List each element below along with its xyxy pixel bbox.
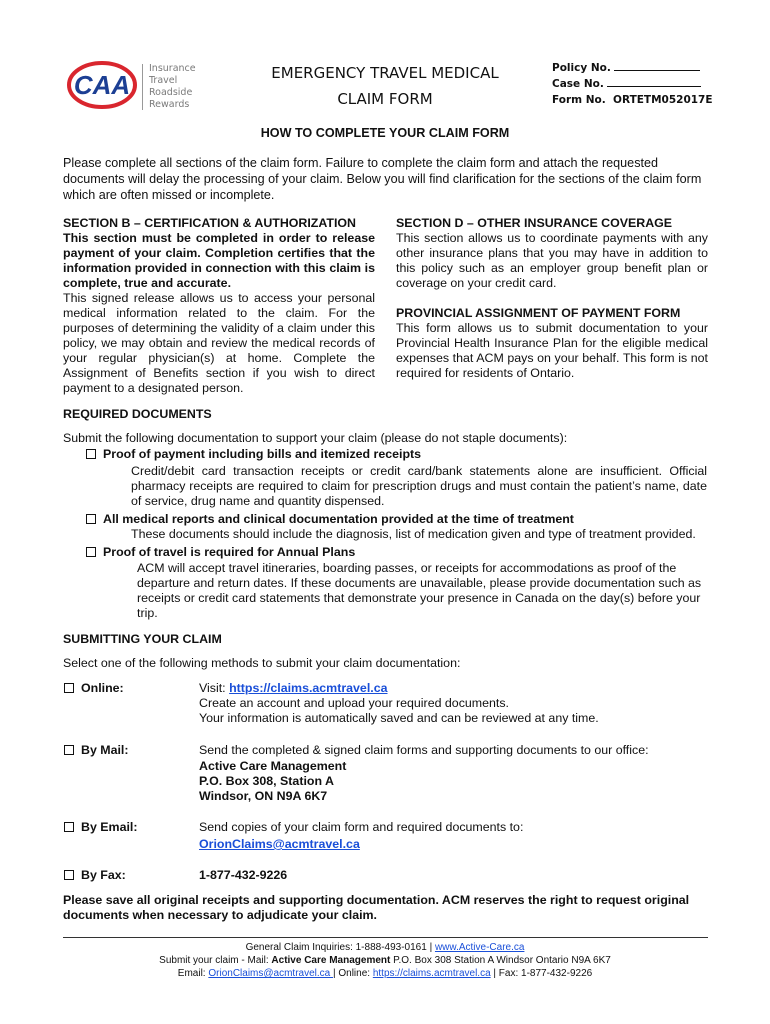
mail-option[interactable]: By Mail: [64,743,129,758]
policy-number-label: Policy No. [552,62,611,74]
mail-address-line: P.O. Box 308, Station A [199,774,334,788]
how-to-heading: HOW TO COMPLETE YOUR CLAIM FORM [260,126,510,140]
footer-email-link[interactable]: OrionClaims@acmtravel.ca [208,968,333,979]
case-number-label: Case No. [552,78,604,90]
section-d-heading: SECTION D – OTHER INSURANCE COVERAGE [396,216,673,230]
form-title [255,60,515,112]
logo-taglines [149,63,196,111]
online-visit-label: Visit: [199,681,226,695]
mail-line1: Send the completed & signed claim forms and supporting documents to our office: [199,743,649,757]
svg-text:CAA: CAA [73,70,131,100]
form-title-line1: EMERGENCY TRAVEL MEDICAL [271,64,499,82]
email-option[interactable]: By Email: [64,820,137,835]
section-b-heading: SECTION B – CERTIFICATION & AUTHORIZATION [63,216,357,230]
required-item-body: Credit/debit card transaction receipts or credit card/bank statements alone are insufficient. Official pharmacy receipts are required to claim for prescription drugs and must contain the patient’s name, date of service, drug name and quantity dispensed. [131,464,707,508]
checkbox-icon[interactable] [64,822,74,832]
section-d-body: This section allows us to coordinate payments with any other insurance plans that you may have in addition to this policy such as an employer group benefit plan or coverage on your credit card. [396,231,708,290]
provincial-body: This form allows us to submit documentation to your Provincial Health Insurance Plan for the eligible medical expenses that ACM pays on your behalf. This form is not required for residents of Ontario. [396,321,708,380]
form-number-label: Form No. [552,94,606,106]
section-b [63,216,375,396]
mail-address-line: Active Care Management [199,759,347,773]
online-option[interactable]: Online: [64,681,124,696]
mail-details [199,743,719,804]
form-title-line2: CLAIM FORM [337,90,433,108]
required-heading: REQUIRED DOCUMENTS [63,407,212,421]
submitting-heading: SUBMITTING YOUR CLAIM [63,632,222,646]
logo-divider [142,64,143,110]
caa-logo-icon [66,60,142,110]
required-item-title: Proof of travel is required for Annual Plans [86,545,726,560]
checkbox-icon[interactable] [64,870,74,880]
checkbox-icon[interactable] [64,683,74,693]
fax-option[interactable]: By Fax: [64,868,126,883]
section-b-body: This signed release allows us to access your personal medical information related to the claim. For the purposes of determining the validity of a claim under this policy, we may obtain and review the medical records of your regular physician(s) at home. Complete the Assignment of Benefits section if you wish to direct payment to a designated person. [63,291,375,395]
caa-logo [66,60,142,110]
email-line1: Send copies of your claim form and required documents to: [199,820,524,834]
email-details [199,820,719,852]
policy-number-field[interactable] [614,60,700,71]
active-care-link[interactable]: www.Active-Care.ca [434,942,525,953]
required-item-title: Proof of payment including bills and itemized receipts [86,447,726,462]
required-item-title: All medical reports and clinical documentation provided at the time of treatment [86,512,726,527]
checkbox-icon[interactable] [86,547,96,557]
checkbox-icon[interactable] [64,745,74,755]
online-line2: Create an account and upload your required documents. [199,696,509,710]
case-number-field[interactable] [607,76,701,87]
claims-email-link[interactable]: OrionClaims@acmtravel.ca [199,837,360,851]
submitting-intro: Select one of the following methods to submit your claim documentation: [63,656,461,670]
provincial-heading: PROVINCIAL ASSIGNMENT OF PAYMENT FORM [396,306,681,320]
footer-online-link[interactable]: https://claims.acmtravel.ca [372,968,491,979]
logo-line: Roadside [149,87,193,98]
required-intro: Submit the following documentation to support your claim (please do not staple documents): [63,431,568,445]
footer-line1: General Claim Inquiries: 1-888-493-0161 | www.Active-Care.ca [245,942,525,953]
closing-note: Please save all original receipts and supporting documentation. ACM reserves the right to request original documents when necessary to adjudicate your claim. [63,893,690,922]
footer-line2: Submit your claim - Mail: Active Care Management P.O. Box 308 Station A Windsor Ontario N9A 6K7 [159,955,611,966]
logo-line: Insurance [149,63,196,74]
claims-portal-link[interactable]: https://claims.acmtravel.ca [229,681,388,695]
required-item-body: ACM will accept travel itineraries, boarding passes, or receipts for accommodations as proof of the departure and return dates. If these documents are unavailable, please provide documentation such as receipts or credit card statements that demonstrate your presence in Canada on the day(s) before your trip. [137,561,702,620]
mail-address-line: Windsor, ON N9A 6K7 [199,789,328,803]
checkbox-icon[interactable] [86,514,96,524]
online-line3: Your information is automatically saved and can be reviewed at any time. [199,711,599,725]
provincial-section [396,306,708,381]
checkbox-icon[interactable] [86,449,96,459]
section-d [396,216,708,291]
form-number-value: ORTETM052017E [613,94,713,106]
required-item-body: These documents should include the diagnosis, list of medication given and type of treatment provided. [131,527,696,541]
footer-line3: Email: OrionClaims@acmtravel.ca | Online: https://claims.acmtravel.ca | Fax: 1-877-432-9226 [177,968,593,979]
online-details [199,681,719,726]
fax-number: 1-877-432-9226 [199,868,288,882]
logo-line: Travel [149,75,178,86]
logo-line: Rewards [149,99,190,110]
section-b-bold-text: This section must be completed in order to release payment of your claim. Completion certifies that the information provided in connection with this claim is complete, true and accurate. [63,231,375,290]
intro-paragraph: Please complete all sections of the claim form. Failure to complete the claim form and attach the requested documents will delay the processing of your claim. Below you will find clarification for the sections of the claim form which are often missed or incomplete. [63,156,702,202]
footer [0,941,770,980]
policy-block [552,60,732,108]
footer-divider [63,937,708,938]
